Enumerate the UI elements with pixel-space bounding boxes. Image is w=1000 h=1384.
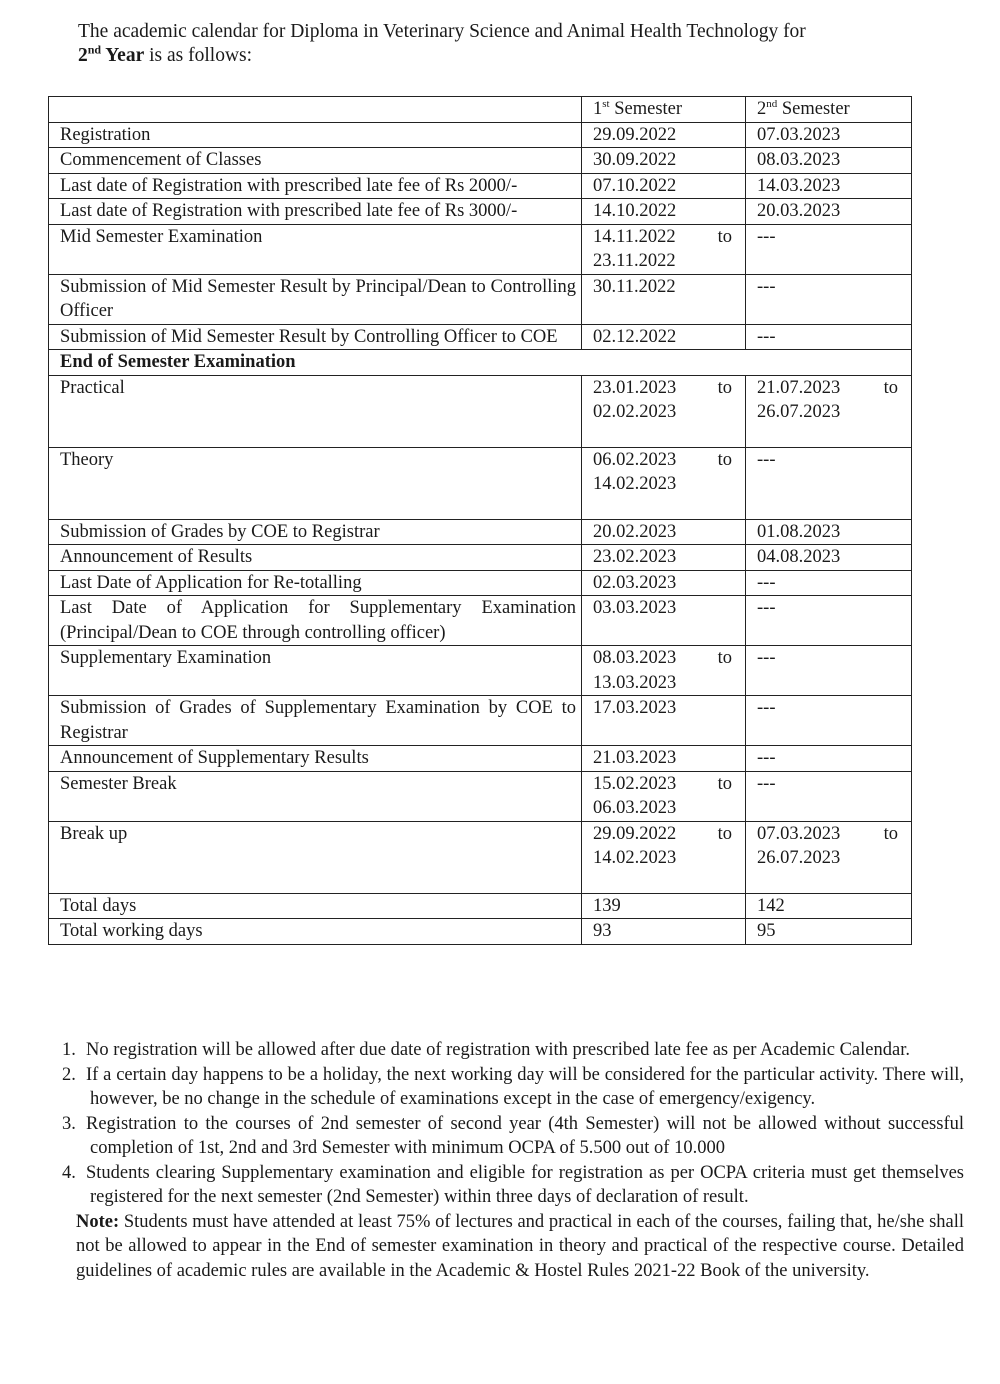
academic-calendar-table bbox=[48, 96, 912, 945]
sem2-cell: --- bbox=[746, 596, 912, 646]
table-row bbox=[49, 173, 912, 199]
notes-section bbox=[62, 1038, 964, 1283]
note-text: If a certain day happens to be a holiday, the next working day will be considered for the particular activity. There will, however, be no change in the schedule of examinations except in the case of emergency/exigency. bbox=[86, 1064, 964, 1109]
sem1-cell: 29.09.2022 bbox=[582, 122, 746, 148]
note-number: 3. bbox=[62, 1113, 76, 1134]
to-word: to bbox=[883, 823, 898, 844]
header-sem1: 1st Semester bbox=[582, 97, 746, 123]
sem2-cell: 07.03.2023 bbox=[746, 122, 912, 148]
header-activity bbox=[49, 97, 582, 123]
note-number: 4. bbox=[62, 1162, 76, 1183]
section-title: End of Semester Examination bbox=[49, 350, 912, 376]
note-text: Students clearing Supplementary examination and eligible for registration as per OCPA criteria must get themselves registered for the next semester (2nd Semester) within three days of declaration of result. bbox=[86, 1162, 964, 1207]
activity-cell: Last date of Registration with prescribed late fee of Rs 3000/- bbox=[49, 199, 582, 225]
table-row bbox=[49, 919, 912, 945]
activity-cell: Theory bbox=[49, 447, 582, 519]
to-word: to bbox=[717, 823, 732, 844]
sem2-cell: 14.03.2023 bbox=[746, 173, 912, 199]
note-text: Registration to the courses of 2nd semester of second year (4th Semester) will not be allowed without successful completion of 1st, 2nd and 3rd Semester with minimum OCPA of 5.500 out of 10.000 bbox=[86, 1113, 964, 1158]
sem2-cell: --- bbox=[746, 224, 912, 274]
sem1-cell bbox=[582, 646, 746, 696]
activity-cell: Announcement of Supplementary Results bbox=[49, 746, 582, 772]
sem2-cell: --- bbox=[746, 696, 912, 746]
table-row bbox=[49, 570, 912, 596]
sem1-cell bbox=[582, 375, 746, 447]
activity-cell: Submission of Grades of Supplementary Examination by COE to Registrar bbox=[49, 696, 582, 746]
sem1-from-date: 23.01.2023 bbox=[593, 377, 677, 398]
note-item bbox=[62, 1038, 964, 1063]
table-row bbox=[49, 596, 912, 646]
sem2-cell: --- bbox=[746, 746, 912, 772]
sem1-cell: 03.03.2023 bbox=[582, 596, 746, 646]
sem1-cell: 17.03.2023 bbox=[582, 696, 746, 746]
activity-cell: Submission of Grades by COE to Registrar bbox=[49, 519, 582, 545]
sem1-cell: 07.10.2022 bbox=[582, 173, 746, 199]
table-section-row bbox=[49, 350, 912, 376]
year-label: 2nd Year bbox=[78, 42, 145, 66]
sem2-cell: --- bbox=[746, 324, 912, 350]
sem2-cell: 95 bbox=[746, 919, 912, 945]
sem2-cell bbox=[746, 821, 912, 893]
sem2-to-date: 26.07.2023 bbox=[757, 848, 841, 868]
table-row bbox=[49, 696, 912, 746]
sem1-cell: 30.11.2022 bbox=[582, 274, 746, 324]
sem1-cell: 21.03.2023 bbox=[582, 746, 746, 772]
sem1-to-date: 14.02.2023 bbox=[593, 474, 677, 494]
note-item bbox=[62, 1063, 964, 1112]
sem1-cell: 93 bbox=[582, 919, 746, 945]
table-row bbox=[49, 746, 912, 772]
table-row bbox=[49, 545, 912, 571]
sem1-to-date: 23.11.2022 bbox=[593, 251, 676, 271]
table-header-row bbox=[49, 97, 912, 123]
note-number: 2. bbox=[62, 1064, 76, 1085]
table-row bbox=[49, 519, 912, 545]
table-row bbox=[49, 893, 912, 919]
sem1-cell: 23.02.2023 bbox=[582, 545, 746, 571]
activity-cell: Total working days bbox=[49, 919, 582, 945]
sem1-from-date: 14.11.2022 bbox=[593, 226, 676, 247]
activity-cell: Last date of Registration with prescribed late fee of Rs 2000/- bbox=[49, 173, 582, 199]
sem2-from-date: 21.07.2023 bbox=[757, 377, 841, 398]
to-word: to bbox=[717, 773, 732, 794]
activity-cell: Total days bbox=[49, 893, 582, 919]
table-row bbox=[49, 646, 912, 696]
sem1-cell bbox=[582, 447, 746, 519]
activity-cell: Supplementary Examination bbox=[49, 646, 582, 696]
to-word: to bbox=[717, 226, 732, 247]
activity-cell: Submission of Mid Semester Result by Controlling Officer to COE bbox=[49, 324, 582, 350]
sem1-cell: 02.12.2022 bbox=[582, 324, 746, 350]
sem1-from-date: 08.03.2023 bbox=[593, 648, 677, 668]
sem2-cell: 01.08.2023 bbox=[746, 519, 912, 545]
note-paragraph bbox=[62, 1210, 964, 1284]
sem1-to-date: 13.03.2023 bbox=[593, 672, 677, 693]
to-word: to bbox=[717, 377, 732, 398]
activity-cell: Commencement of Classes bbox=[49, 148, 582, 174]
sem2-cell: 08.03.2023 bbox=[746, 148, 912, 174]
note-number: 1. bbox=[62, 1040, 76, 1060]
sem2-cell bbox=[746, 375, 912, 447]
table-row bbox=[49, 122, 912, 148]
activity-cell: Last Date of Application for Supplementary Examination (Principal/Dean to COE through controlling officer) bbox=[49, 596, 582, 646]
header-sem2: 2nd Semester bbox=[746, 97, 912, 123]
sem1-from-date: 29.09.2022 bbox=[593, 823, 677, 844]
sem2-to-date: 26.07.2023 bbox=[757, 402, 841, 422]
sem1-cell: 20.02.2023 bbox=[582, 519, 746, 545]
to-word: to bbox=[717, 648, 732, 668]
note-text: No registration will be allowed after due date of registration with prescribed late fee as per Academic Calendar. bbox=[86, 1040, 910, 1060]
table-row bbox=[49, 324, 912, 350]
sem2-cell: --- bbox=[746, 771, 912, 821]
intro-line-2: is as follows: bbox=[149, 45, 253, 66]
activity-cell: Submission of Mid Semester Result by Principal/Dean to Controlling Officer bbox=[49, 274, 582, 324]
sem1-to-date: 14.02.2023 bbox=[593, 848, 677, 868]
sem2-cell: 04.08.2023 bbox=[746, 545, 912, 571]
table-row bbox=[49, 148, 912, 174]
sem1-to-date: 02.02.2023 bbox=[593, 402, 677, 422]
sem2-cell: 142 bbox=[746, 893, 912, 919]
sem1-cell bbox=[582, 821, 746, 893]
table-row bbox=[49, 199, 912, 225]
table-row bbox=[49, 274, 912, 324]
note-text: Students must have attended at least 75% of lectures and practical in each of the courses, failing that, he/she shall not be allowed to appear in the End of semester examination in theory and practical of the respective course. Detailed guidelines of academic rules are available in the Academic & Hostel Rules 2021-22 Book of the university. bbox=[76, 1211, 965, 1281]
table-row bbox=[49, 821, 912, 893]
sem1-cell: 139 bbox=[582, 893, 746, 919]
activity-cell: Semester Break bbox=[49, 771, 582, 821]
activity-cell: Last Date of Application for Re-totalling bbox=[49, 570, 582, 596]
sem1-cell bbox=[582, 224, 746, 274]
notes-list bbox=[62, 1038, 964, 1210]
sem1-cell: 02.03.2023 bbox=[582, 570, 746, 596]
sem1-cell: 30.09.2022 bbox=[582, 148, 746, 174]
intro-paragraph bbox=[78, 20, 958, 68]
sem2-cell: 20.03.2023 bbox=[746, 199, 912, 225]
activity-cell: Break up bbox=[49, 821, 582, 893]
table-row bbox=[49, 771, 912, 821]
sem2-cell: --- bbox=[746, 570, 912, 596]
table-row bbox=[49, 224, 912, 274]
table-row bbox=[49, 447, 912, 519]
note-item bbox=[62, 1112, 964, 1161]
sem1-cell: 14.10.2022 bbox=[582, 199, 746, 225]
sem1-from-date: 06.02.2023 bbox=[593, 449, 677, 470]
note-item bbox=[62, 1161, 964, 1210]
sem2-from-date: 07.03.2023 bbox=[757, 823, 841, 844]
to-word: to bbox=[717, 449, 732, 470]
activity-cell: Practical bbox=[49, 375, 582, 447]
sem1-cell bbox=[582, 771, 746, 821]
sem2-cell: --- bbox=[746, 274, 912, 324]
sem2-cell: --- bbox=[746, 646, 912, 696]
intro-line-1: The academic calendar for Diploma in Veterinary Science and Animal Health Technology for bbox=[78, 21, 806, 42]
activity-cell: Registration bbox=[49, 122, 582, 148]
sem1-from-date: 15.02.2023 bbox=[593, 773, 677, 794]
activity-cell: Mid Semester Examination bbox=[49, 224, 582, 274]
sem1-to-date: 06.03.2023 bbox=[593, 798, 677, 818]
activity-cell: Announcement of Results bbox=[49, 545, 582, 571]
to-word: to bbox=[883, 377, 898, 398]
sem2-cell: --- bbox=[746, 447, 912, 519]
note-label: Note: bbox=[76, 1211, 120, 1232]
table-row bbox=[49, 375, 912, 447]
